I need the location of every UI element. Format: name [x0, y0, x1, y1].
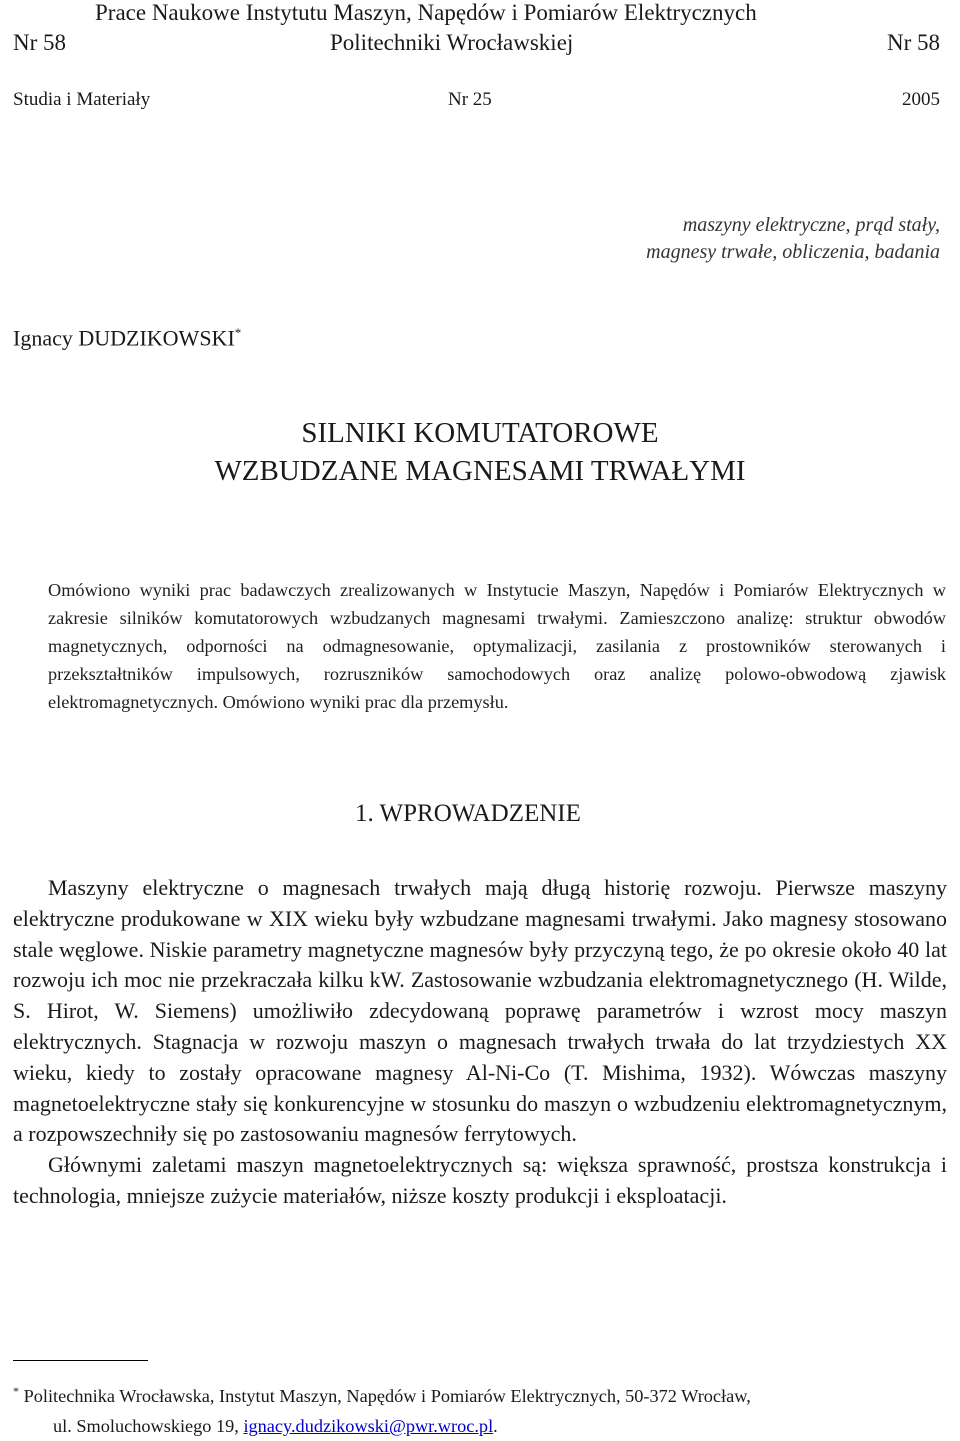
footnote-separator [13, 1360, 148, 1361]
footnote-mark: * [13, 1384, 19, 1398]
keywords-line-2: magnesy trwałe, obliczenia, badania [646, 241, 940, 263]
body-paragraph-2: Głównymi zaletami maszyn magnetoelektrycznych są: większa sprawność, prostsza konstrukcja i technologia, mniejsze zużycie materiałów, niższe koszty produkcji i eksploatacji. [13, 1152, 947, 1208]
journal-series-title: Prace Naukowe Instytutu Maszyn, Napędów i Pomiarów Elektrycznych [95, 0, 757, 25]
university-name: Politechniki Wrocławskiej [330, 30, 574, 55]
subseries-number: Nr 25 [448, 89, 492, 110]
footnote-line-2 [13, 1411, 953, 1441]
paper-title-line-2: WZBUDZANE MAGNESAMI TRWAŁYMI [214, 455, 746, 487]
body-paragraph-1: Maszyny elektryczne o magnesach trwałych mają długą historię rozwoju. Pierwsze maszyny elektryczne produkowane w XIX wieku były wzbudzane magnesami trwałymi. Jako magnesy stosowano stale węglowe. Niskie parametry magnetyczne magnesów były przyczyną tego, że po okresie około 40 lat rozwoju ich moc nie przekraczała kilku kW. Zastosowanie wzbudzania elektromagnetycznego (H. Wilde, S. Hirot, W. Siemens) umożliwiło zdecydowaną poprawę parametrów i wzrost mocy maszyn elektrycznych. Stagnacja w rozwoju maszyn o magnesach trwałych trwała do lat trzydziestych XX wieku, kiedy to zostały opracowane magnesy Al-Ni-Co (T. Mishima, 1932). Wówczas maszyny magnetoelektryczne stały się konkurencyjne w stosunku do maszyn o wzbudzeniu elektromagnetycznym, a rozpowszechniły się po zastosowaniu magnesów ferrytowych. [13, 875, 947, 1147]
author-email-link[interactable]: ignacy.dudzikowski@pwr.wroc.pl [243, 1416, 494, 1437]
section-heading: 1. WPROWADZENIE [355, 800, 581, 827]
publication-year: 2005 [902, 89, 940, 110]
abstract: Omówiono wyniki prac badawczych zrealizowanych w Instytucie Maszyn, Napędów i Pomiarów Elektrycznych w zakresie silników komutatorowych wzbudzanych magnesami trwałymi. Zamieszczono analizę: struktur obwodów magnetycznych, odporności na odmagnesowanie, optymalizacji, zasilania z prostowników sterowanych i przekształtników impulsowych, rozruszników samochodowych oraz analizę polowo-obwodową zjawisk elektromagnetycznych. Omówiono wyniki prac dla przemysłu. [48, 580, 946, 712]
author-footnote-mark: * [234, 325, 242, 340]
footnote-affiliation: Politechnika Wrocławska, Instytut Maszyn, Napędów i Pomiarów Elektrycznych, 50-372 Wrocław, [23, 1386, 751, 1407]
keywords-line-1: maszyny elektryczne, prąd stały, [682, 214, 940, 236]
footnote [13, 1376, 953, 1441]
author-name: Ignacy DUDZIKOWSKI [13, 325, 235, 351]
author [13, 325, 241, 351]
footnote-address: ul. Smoluchowskiego 19, [53, 1416, 239, 1437]
subseries-title: Studia i Materiały [13, 89, 151, 110]
footnote-end: . [493, 1416, 498, 1437]
footnote-line-1 [13, 1376, 953, 1411]
issue-number-left: Nr 58 [13, 30, 67, 55]
paper-title-line-1: SILNIKI KOMUTATOROWE [301, 417, 659, 449]
section-body [13, 873, 947, 1212]
issue-number-right: Nr 58 [886, 30, 940, 55]
